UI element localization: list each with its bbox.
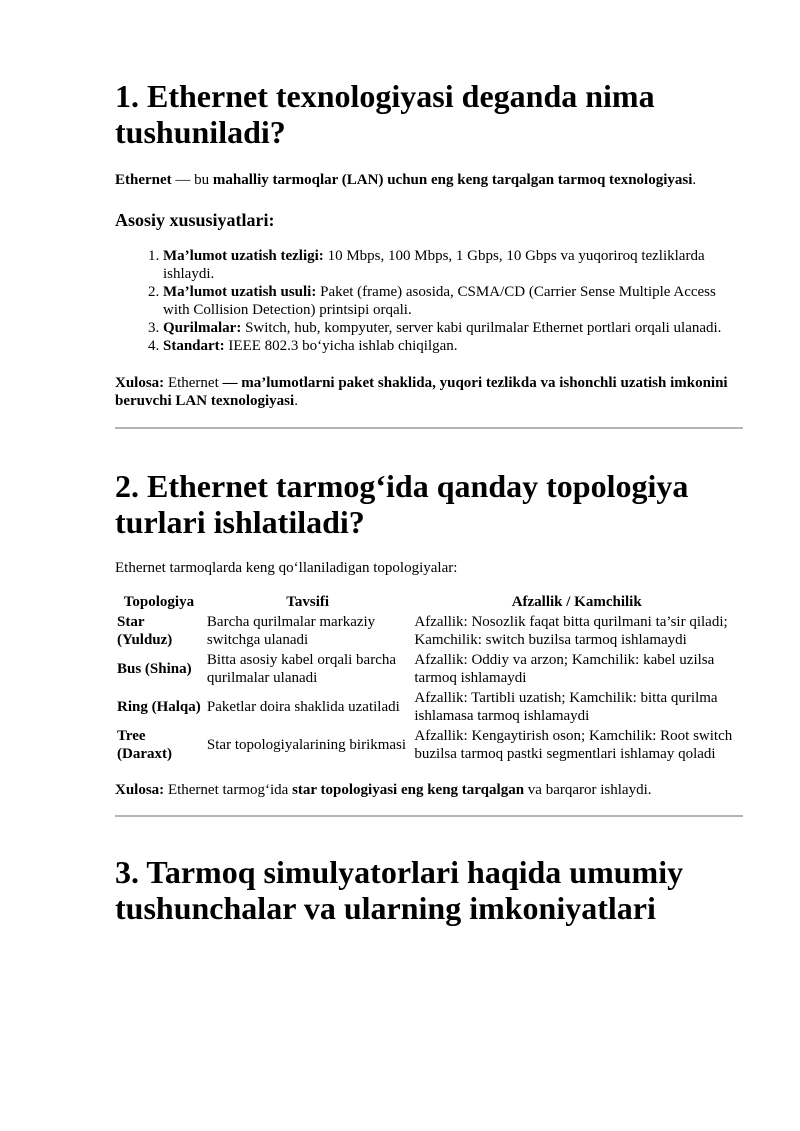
- ethernet-term: Ethernet: [115, 172, 172, 188]
- pros-cons-cell: Afzallik: Nosozlik faqat bitta qurilmani ta’sir qiladi; Kamchilik: switch buzilsa tarmoq ishlamaydi: [414, 614, 728, 648]
- description-cell: Paketlar doira shaklida uzatiladi: [206, 699, 400, 715]
- topology-table: [113, 591, 743, 765]
- description-cell: Bitta asosiy kabel orqali barcha qurilmalar ulanadi: [206, 652, 397, 686]
- column-header: Tavsifi: [286, 594, 330, 610]
- topology-cell: Bus (Shina): [117, 661, 192, 677]
- table-row: [115, 727, 741, 763]
- table-row: [115, 651, 741, 687]
- section-1-conclusion: Xulosa: Ethernet — ma’lumotlarni paket shaklida, yuqori tezlikda va ishonchli uzatish imkonini beruvchi LAN texnologiyasi.: [115, 375, 728, 409]
- feature-item: 3. Qurilmalar: Switch, hub, kompyuter, server kabi qurilmalar Ethernet portlari orqali ulanadi.: [163, 319, 743, 337]
- description-cell: Star topologiyalarining birikmasi: [206, 737, 407, 753]
- table-row: [115, 613, 741, 649]
- section-divider: [115, 427, 743, 429]
- section-2-conclusion: Xulosa: Ethernet tarmog‘ida star topologiyasi eng keng tarqalgan va barqaror ishlaydi.: [115, 782, 652, 798]
- features-list: [115, 247, 743, 355]
- pros-cons-cell: Afzallik: Oddiy va arzon; Kamchilik: kabel uzilsa tarmoq ishlamaydi: [414, 652, 715, 686]
- pros-cons-cell: Afzallik: Kengaytirish oson; Kamchilik: Root switch buzilsa tarmoq pastki segmentlari ishlamay qoladi: [414, 728, 733, 762]
- topology-cell: Ring (Halqa): [117, 699, 201, 715]
- column-header: Afzallik / Kamchilik: [511, 594, 642, 610]
- section-3-title: 3. Tarmoq simulyatorlari haqida umumiy tushunchalar va ularning imkoniyatlari: [115, 854, 684, 926]
- column-header: Topologiya: [123, 594, 195, 610]
- description-cell: Barcha qurilmalar markaziy switchga ulanadi: [206, 614, 376, 648]
- section-2-intro: Ethernet tarmoqlarda keng qo‘llaniladigan topologiyalar:: [115, 560, 458, 576]
- section-1-intro: Ethernet — bu mahalliy tarmoqlar (LAN) uchun eng keng tarqalgan tarmoq texnologiyasi.: [115, 172, 697, 188]
- topology-cell: Tree (Daraxt): [117, 728, 172, 762]
- section-divider: [115, 815, 743, 817]
- table-row: [115, 689, 741, 725]
- feature-item: 2. Ma’lumot uzatish usuli: Paket (frame) asosida, CSMA/CD (Carrier Sense Multiple Access with Collision Detection) printsipi orqali.: [163, 283, 743, 319]
- section-2-title: 2. Ethernet tarmog‘ida qanday topologiya turlari ishlatiladi?: [115, 468, 689, 540]
- features-heading: Asosiy xususiyatlari:: [115, 210, 275, 230]
- feature-item: 4. Standart: IEEE 802.3 bo‘yicha ishlab chiqilgan.: [163, 337, 743, 355]
- feature-item: 1. Ma’lumot uzatish tezligi: 10 Mbps, 100 Mbps, 1 Gbps, 10 Gbps va yuqoriroq tezliklarda ishlaydi.: [163, 247, 743, 283]
- ethernet-definition: mahalliy tarmoqlar (LAN) uchun eng keng tarqalgan tarmoq texnologiyasi: [212, 172, 693, 188]
- table-header-row: [115, 593, 741, 611]
- topology-cell: Star (Yulduz): [117, 614, 173, 648]
- pros-cons-cell: Afzallik: Tartibli uzatish; Kamchilik: bitta qurilma ishlamasa tarmoq ishlamaydi: [414, 690, 718, 724]
- section-1-title: 1. Ethernet texnologiyasi deganda nima tushuniladi?: [115, 78, 655, 150]
